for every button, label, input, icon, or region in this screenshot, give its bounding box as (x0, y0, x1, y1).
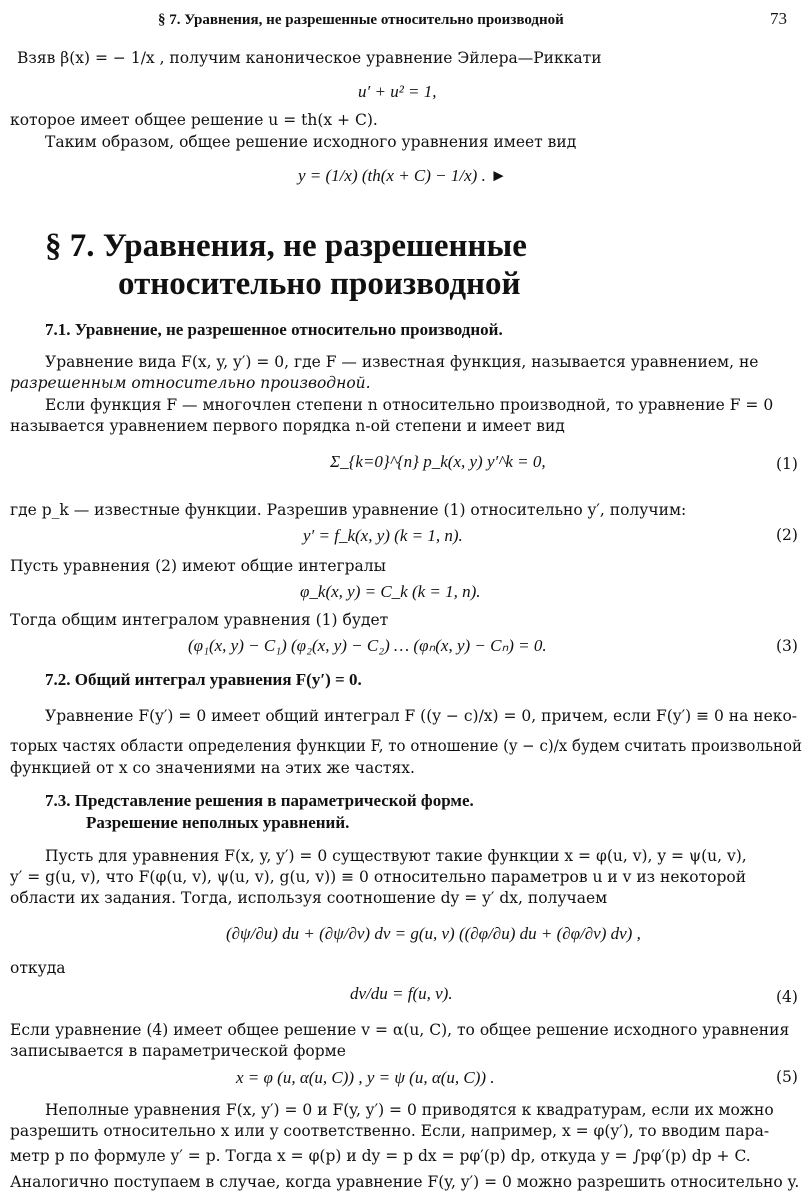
subsection-heading: 7.2. Общий интеграл уравнения F(y′) = 0. (45, 670, 362, 689)
equation: Σ_{k=0}^{n} p_k(x, y) y′^k = 0, (330, 452, 546, 471)
subsection-heading: 7.3. Представление решения в параметрической форме. (45, 791, 474, 810)
running-header: § 7. Уравнения, не разрешенные относительно производной (158, 12, 564, 28)
text-line: разрешенным относительно производной. (10, 374, 371, 392)
equation: (φ₁(x, y) − C₁) (φ₂(x, y) − C₂) … (φₙ(x, y) − Cₙ) = 0. (188, 636, 547, 655)
equation: x = φ (u, α(u, C)) , y = ψ (u, α(u, C)) . (236, 1068, 495, 1087)
text-line: разрешить относительно x или y соответственно. Если, например, x = φ(y′), то вводим пара- (10, 1122, 770, 1140)
text-line: области их задания. Тогда, используя соотношение dy = y′ dx, получаем (10, 889, 608, 907)
text-line: Взяв β(x) = − 1/x , получим каноническое уравнение Эйлера—Риккати (17, 49, 602, 67)
text-line: Тогда общим интегралом уравнения (1) будет (10, 611, 389, 629)
text-line: Если уравнение (4) имеет общее решение v = α(u, C), то общее решение исходного уравнения (10, 1021, 790, 1039)
text-line: откуда (10, 959, 66, 977)
text-line: где p_k — известные функции. Разрешив уравнение (1) относительно y′, получим: (10, 501, 687, 519)
text-line: Уравнение F(y′) = 0 имеет общий интеграл F ((y − c)/x) = 0, причем, если F(y′) ≡ 0 на неко- (45, 707, 798, 725)
equation-number: (3) (776, 637, 798, 655)
subsection-heading: 7.1. Уравнение, не разрешенное относительно производной. (45, 320, 503, 339)
equation-number: (5) (776, 1068, 798, 1086)
section-title-cont: относительно производной (118, 266, 521, 302)
text-line: называется уравнением первого порядка n-ой степени и имеет вид (10, 417, 565, 435)
text-line: которое имеет общее решение u = th(x + C). (10, 111, 378, 129)
equation-number: (1) (776, 455, 798, 473)
text-line: функцией от x со значениями на этих же частях. (10, 759, 415, 777)
text-line: Пусть уравнения (2) имеют общие интегралы (10, 557, 386, 575)
page-number: 73 (770, 9, 787, 28)
text-line: Пусть для уравнения F(x, y, y′) = 0 существуют такие функции x = φ(u, v), y = ψ(u, v), (45, 847, 747, 865)
text-line: Если функция F — многочлен степени n относительно производной, то уравнение F = 0 (45, 396, 774, 414)
equation-number: (4) (776, 988, 798, 1006)
equation: y = (1/x) (th(x + C) − 1/x) . ► (298, 166, 507, 185)
text-line: Аналогично поступаем в случае, когда уравнение F(y, y′) = 0 можно разрешить относительно y. (10, 1173, 800, 1191)
text-line: Таким образом, общее решение исходного уравнения имеет вид (45, 133, 577, 151)
subsection-heading-cont: Разрешение неполных уравнений. (86, 813, 350, 832)
text-line: Уравнение вида F(x, y, y′) = 0, где F — известная функция, называется уравнением, не (45, 353, 759, 371)
text-line: Неполные уравнения F(x, y′) = 0 и F(y, y′) = 0 приводятся к квадратурам, если их можно (45, 1101, 774, 1119)
section-title: § 7. Уравнения, не разрешенные (45, 228, 527, 264)
text-line: метр p по формуле y′ = p. Тогда x = φ(p) и dy = p dx = pφ′(p) dp, откуда y = ∫pφ′(p) dp + C. (10, 1147, 751, 1165)
equation: y′ = f_k(x, y) (k = 1, n). (303, 526, 463, 545)
text-line: y′ = g(u, v), что F(φ(u, v), ψ(u, v), g(u, v)) ≡ 0 относительно параметров u и v из некоторой (10, 868, 747, 886)
text-line: записывается в параметрической форме (10, 1042, 346, 1060)
equation: dv/du = f(u, v). (350, 984, 453, 1003)
text-line: торых частях области определения функции F, то отношение (y − c)/x будем считать произвольной (10, 737, 803, 755)
equation: (∂ψ/∂u) du + (∂ψ/∂v) dv = g(u, v) ((∂φ/∂u) du + (∂φ/∂v) dv) , (226, 924, 641, 943)
equation: φ_k(x, y) = C_k (k = 1, n). (300, 582, 481, 601)
equation: u′ + u² = 1, (358, 82, 437, 101)
equation-number: (2) (776, 526, 798, 544)
